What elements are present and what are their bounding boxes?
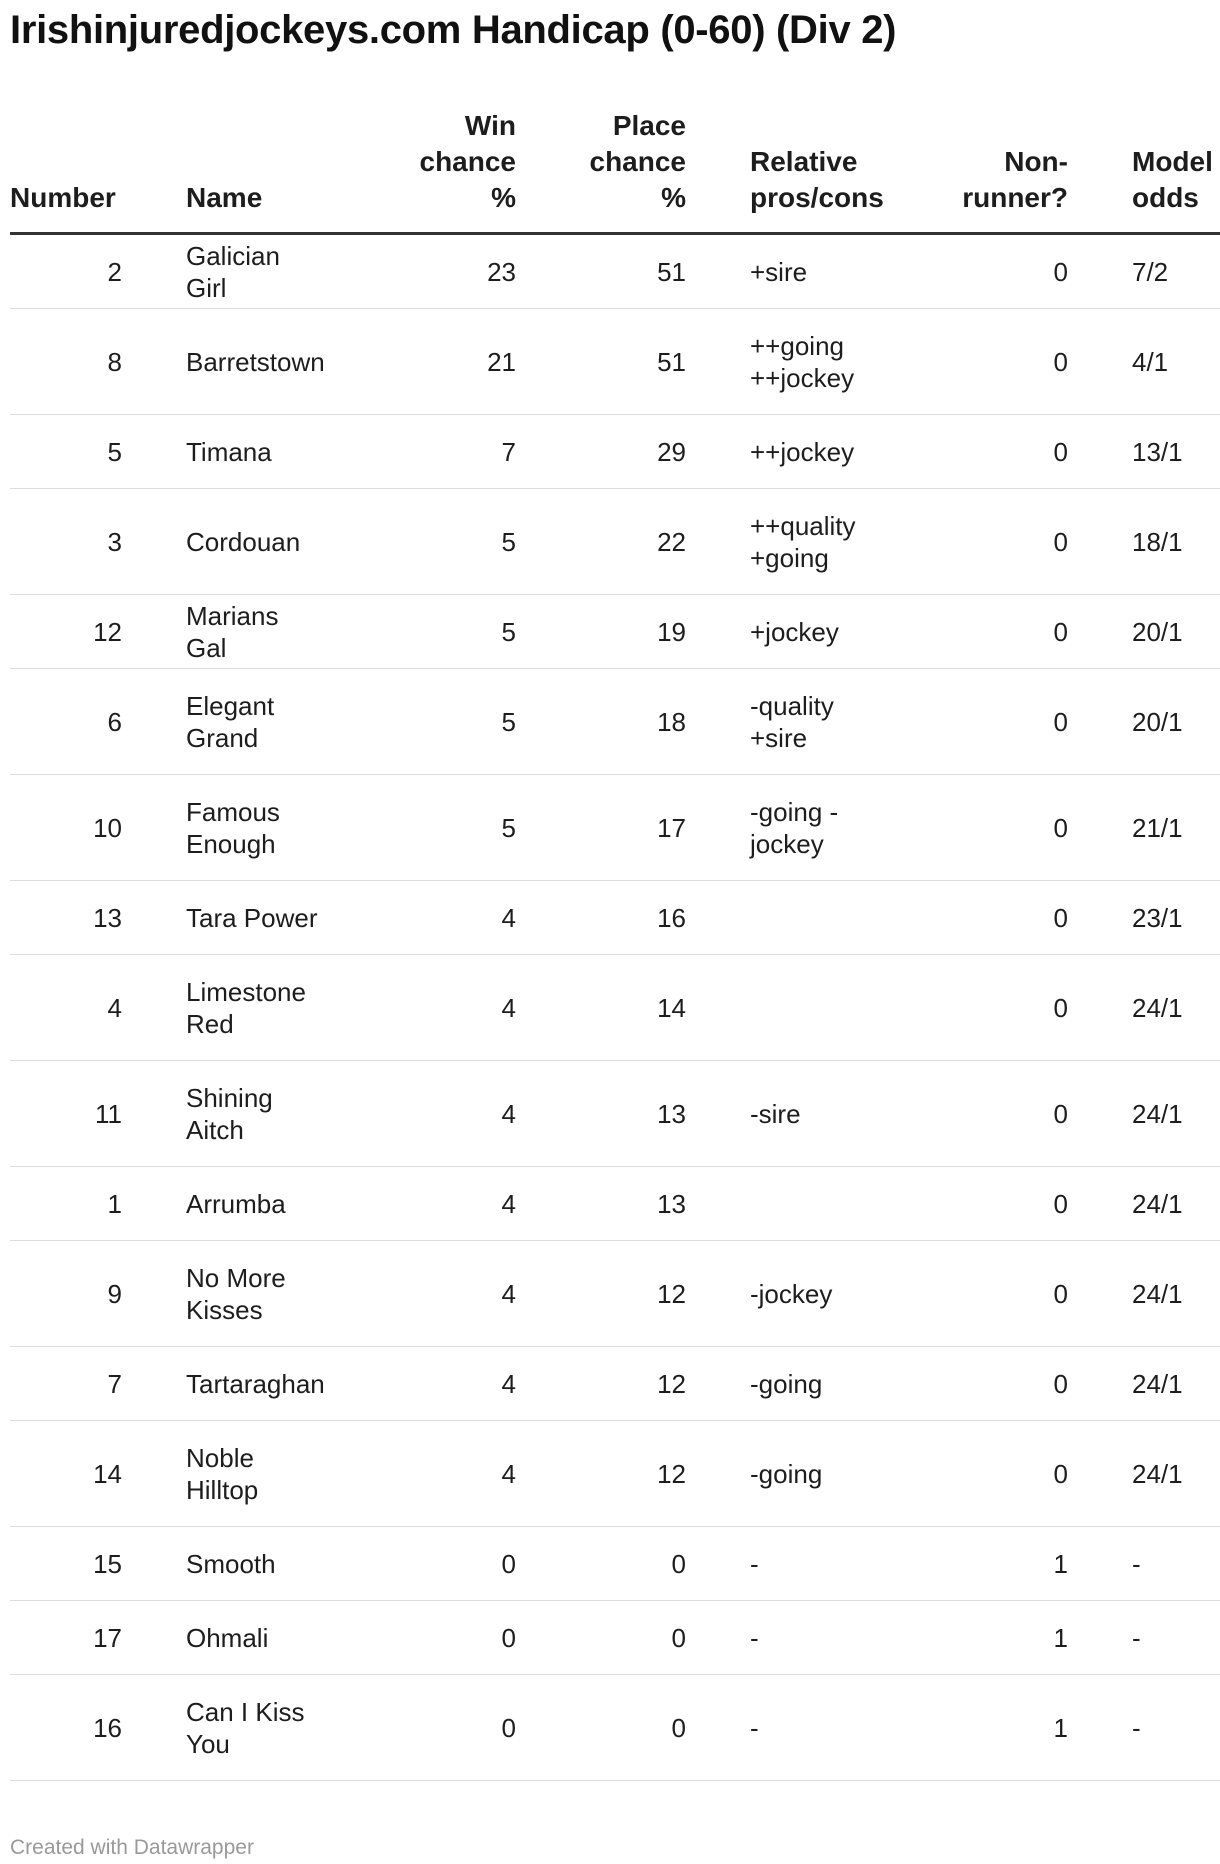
- cell-name-text: Ohmali: [186, 1622, 269, 1653]
- cell-spacer: [1068, 775, 1132, 881]
- cell-relative-text: -: [750, 1548, 759, 1579]
- cell-non-runner: 1: [940, 1527, 1068, 1601]
- cell-place-chance: 19: [516, 595, 686, 669]
- table-row: [10, 1527, 1220, 1601]
- header-number[interactable]: Number: [10, 108, 122, 234]
- cell-win-chance: 4: [346, 881, 516, 955]
- cell-win-chance: 0: [346, 1675, 516, 1781]
- cell-non-runner: 0: [940, 1167, 1068, 1241]
- cell-non-runner: 0: [940, 234, 1068, 309]
- cell-non-runner: 1: [940, 1601, 1068, 1675]
- table-row: [10, 1601, 1220, 1675]
- cell-number: 10: [10, 775, 122, 881]
- cell-place-chance: 12: [516, 1347, 686, 1421]
- cell-spacer: [686, 881, 750, 955]
- cell-model-odds: -: [1132, 1527, 1220, 1601]
- cell-model-odds: -: [1132, 1601, 1220, 1675]
- table-row: [10, 415, 1220, 489]
- cell-place-chance: 0: [516, 1675, 686, 1781]
- cell-spacer: [1068, 1241, 1132, 1347]
- cell-place-chance: 51: [516, 234, 686, 309]
- header-spacer: [1068, 108, 1132, 234]
- cell-name-text: Elegant Grand: [186, 690, 275, 753]
- cell-win-chance: 23: [346, 234, 516, 309]
- cell-name-text: Smooth: [186, 1548, 276, 1579]
- race-table: [10, 108, 1220, 1781]
- cell-model-odds: 13/1: [1132, 415, 1220, 489]
- cell-number: 5: [10, 415, 122, 489]
- cell-spacer: [1068, 669, 1132, 775]
- cell-non-runner: 0: [940, 595, 1068, 669]
- cell-spacer: [1068, 595, 1132, 669]
- cell-model-odds: 24/1: [1132, 1241, 1220, 1347]
- cell-place-chance: 0: [516, 1601, 686, 1675]
- cell-name-text: Timana: [186, 436, 272, 467]
- table-row: [10, 595, 1220, 669]
- cell-model-odds: 7/2: [1132, 234, 1220, 309]
- cell-win-chance: 4: [346, 1421, 516, 1527]
- table-row: [10, 489, 1220, 595]
- cell-name: [186, 1241, 346, 1347]
- cell-number: 3: [10, 489, 122, 595]
- cell-relative: [750, 1675, 940, 1781]
- cell-spacer: [1068, 1061, 1132, 1167]
- cell-win-chance: 4: [346, 1167, 516, 1241]
- cell-place-chance: 51: [516, 309, 686, 415]
- header-model-odds[interactable]: Model odds: [1132, 108, 1220, 234]
- cell-place-chance: 16: [516, 881, 686, 955]
- cell-spacer: [686, 1421, 750, 1527]
- cell-spacer: [1068, 309, 1132, 415]
- cell-non-runner: 0: [940, 881, 1068, 955]
- cell-spacer: [686, 489, 750, 595]
- cell-number: 13: [10, 881, 122, 955]
- cell-relative: [750, 309, 940, 415]
- cell-win-chance: 0: [346, 1601, 516, 1675]
- cell-relative-text: -quality +sire: [750, 690, 834, 753]
- cell-model-odds: 24/1: [1132, 1167, 1220, 1241]
- cell-win-chance: 4: [346, 1241, 516, 1347]
- cell-spacer: [122, 775, 186, 881]
- cell-spacer: [122, 595, 186, 669]
- cell-name: [186, 1061, 346, 1167]
- table-row: [10, 955, 1220, 1061]
- cell-name-text: Famous Enough: [186, 796, 280, 859]
- cell-place-chance: 13: [516, 1167, 686, 1241]
- cell-relative: [750, 669, 940, 775]
- cell-relative-text: ++quality +going: [750, 510, 856, 573]
- cell-relative-text: ++going ++jockey: [750, 330, 855, 393]
- header-spacer: [686, 108, 750, 234]
- cell-non-runner: 0: [940, 775, 1068, 881]
- cell-place-chance: 14: [516, 955, 686, 1061]
- cell-name-text: Tara Power: [186, 902, 318, 933]
- cell-spacer: [1068, 881, 1132, 955]
- cell-number: 8: [10, 309, 122, 415]
- table-row: [10, 309, 1220, 415]
- cell-name-text: Tartaraghan: [186, 1368, 325, 1399]
- cell-number: 6: [10, 669, 122, 775]
- cell-name: [186, 955, 346, 1061]
- cell-spacer: [122, 1061, 186, 1167]
- cell-name-text: Galician Girl: [186, 240, 280, 303]
- cell-model-odds: 20/1: [1132, 669, 1220, 775]
- cell-spacer: [686, 1241, 750, 1347]
- table-row: [10, 775, 1220, 881]
- cell-model-odds: 23/1: [1132, 881, 1220, 955]
- cell-spacer: [686, 669, 750, 775]
- table-row: [10, 1167, 1220, 1241]
- cell-number: 2: [10, 234, 122, 309]
- cell-relative-text: +sire: [750, 256, 808, 287]
- cell-spacer: [1068, 1601, 1132, 1675]
- table-header: [10, 108, 1220, 234]
- cell-relative: [750, 1241, 940, 1347]
- cell-win-chance: 5: [346, 489, 516, 595]
- cell-name: [186, 595, 346, 669]
- cell-win-chance: 4: [346, 955, 516, 1061]
- cell-name-text: Arrumba: [186, 1188, 286, 1219]
- cell-name: [186, 234, 346, 309]
- cell-name-text: Can I Kiss You: [186, 1696, 305, 1759]
- header-non-runner[interactable]: Non-runner?: [940, 108, 1068, 234]
- cell-spacer: [686, 309, 750, 415]
- cell-number: 7: [10, 1347, 122, 1421]
- cell-spacer: [686, 775, 750, 881]
- cell-spacer: [1068, 955, 1132, 1061]
- cell-win-chance: 5: [346, 595, 516, 669]
- cell-spacer: [122, 1241, 186, 1347]
- cell-number: 4: [10, 955, 122, 1061]
- cell-relative-text: -jockey: [750, 1278, 833, 1309]
- cell-relative: [750, 489, 940, 595]
- cell-name: [186, 1421, 346, 1527]
- cell-number: 14: [10, 1421, 122, 1527]
- cell-non-runner: 0: [940, 489, 1068, 595]
- cell-win-chance: 21: [346, 309, 516, 415]
- cell-win-chance: 5: [346, 669, 516, 775]
- cell-number: 12: [10, 595, 122, 669]
- cell-win-chance: 0: [346, 1527, 516, 1601]
- cell-name-text: Limestone Red: [186, 976, 306, 1039]
- header-relative[interactable]: Relative pros/cons: [750, 108, 940, 234]
- cell-relative: [750, 595, 940, 669]
- cell-model-odds: 18/1: [1132, 489, 1220, 595]
- cell-spacer: [686, 1167, 750, 1241]
- cell-place-chance: 22: [516, 489, 686, 595]
- cell-place-chance: 13: [516, 1061, 686, 1167]
- header-win-chance[interactable]: Win chance %: [346, 108, 516, 234]
- cell-relative-text: -going -jockey: [750, 796, 839, 859]
- cell-relative: [750, 955, 940, 1061]
- header-name[interactable]: Name: [186, 108, 346, 234]
- cell-win-chance: 4: [346, 1347, 516, 1421]
- cell-non-runner: 0: [940, 669, 1068, 775]
- cell-spacer: [122, 1421, 186, 1527]
- cell-relative: [750, 1527, 940, 1601]
- cell-relative-text: -sire: [750, 1098, 801, 1129]
- cell-name: [186, 489, 346, 595]
- cell-name-text: Marians Gal: [186, 600, 279, 663]
- cell-relative: [750, 1601, 940, 1675]
- cell-place-chance: 29: [516, 415, 686, 489]
- table-body: [10, 234, 1220, 1781]
- cell-name-text: Noble Hilltop: [186, 1442, 259, 1505]
- table-row: [10, 1241, 1220, 1347]
- table-row: [10, 234, 1220, 309]
- cell-spacer: [686, 1347, 750, 1421]
- cell-spacer: [686, 234, 750, 309]
- cell-non-runner: 0: [940, 1241, 1068, 1347]
- table-row: [10, 1675, 1220, 1781]
- cell-spacer: [686, 1675, 750, 1781]
- cell-number: 15: [10, 1527, 122, 1601]
- cell-place-chance: 17: [516, 775, 686, 881]
- cell-spacer: [122, 669, 186, 775]
- cell-spacer: [1068, 1421, 1132, 1527]
- cell-spacer: [1068, 1675, 1132, 1781]
- cell-name: [186, 309, 346, 415]
- cell-non-runner: 1: [940, 1675, 1068, 1781]
- cell-spacer: [122, 415, 186, 489]
- cell-spacer: [1068, 489, 1132, 595]
- cell-spacer: [122, 1601, 186, 1675]
- cell-spacer: [122, 1347, 186, 1421]
- cell-place-chance: 18: [516, 669, 686, 775]
- cell-number: 9: [10, 1241, 122, 1347]
- cell-win-chance: 7: [346, 415, 516, 489]
- cell-relative-text: -going: [750, 1458, 823, 1489]
- table-row: [10, 1061, 1220, 1167]
- cell-non-runner: 0: [940, 1347, 1068, 1421]
- cell-spacer: [122, 955, 186, 1061]
- cell-win-chance: 4: [346, 1061, 516, 1167]
- cell-spacer: [122, 881, 186, 955]
- cell-name-text: Cordouan: [186, 526, 301, 557]
- cell-spacer: [686, 955, 750, 1061]
- cell-name: [186, 415, 346, 489]
- cell-non-runner: 0: [940, 1421, 1068, 1527]
- cell-relative: [750, 234, 940, 309]
- cell-relative-text: -: [750, 1712, 759, 1743]
- cell-relative-text: -: [750, 1622, 759, 1653]
- cell-number: 17: [10, 1601, 122, 1675]
- cell-spacer: [1068, 1347, 1132, 1421]
- cell-spacer: [686, 1061, 750, 1167]
- cell-model-odds: 24/1: [1132, 955, 1220, 1061]
- cell-name-text: Shining Aitch: [186, 1082, 273, 1145]
- cell-model-odds: -: [1132, 1675, 1220, 1781]
- cell-relative: [750, 1347, 940, 1421]
- cell-non-runner: 0: [940, 309, 1068, 415]
- cell-model-odds: 24/1: [1132, 1061, 1220, 1167]
- cell-model-odds: 20/1: [1132, 595, 1220, 669]
- cell-relative: [750, 415, 940, 489]
- cell-relative-text: -going: [750, 1368, 823, 1399]
- cell-name-text: No More Kisses: [186, 1262, 286, 1325]
- cell-model-odds: 21/1: [1132, 775, 1220, 881]
- cell-model-odds: 24/1: [1132, 1421, 1220, 1527]
- cell-spacer: [1068, 1527, 1132, 1601]
- cell-spacer: [686, 415, 750, 489]
- cell-spacer: [1068, 415, 1132, 489]
- cell-spacer: [122, 489, 186, 595]
- cell-relative: [750, 1421, 940, 1527]
- cell-non-runner: 0: [940, 955, 1068, 1061]
- cell-relative-text: ++jockey: [750, 436, 855, 467]
- cell-spacer: [1068, 234, 1132, 309]
- cell-name: [186, 1347, 346, 1421]
- cell-model-odds: 24/1: [1132, 1347, 1220, 1421]
- cell-number: 1: [10, 1167, 122, 1241]
- cell-relative: [750, 775, 940, 881]
- cell-relative: [750, 1061, 940, 1167]
- cell-spacer: [122, 309, 186, 415]
- cell-name: [186, 1527, 346, 1601]
- cell-name: [186, 1675, 346, 1781]
- cell-name: [186, 1167, 346, 1241]
- cell-relative-text: +jockey: [750, 616, 839, 647]
- cell-name: [186, 775, 346, 881]
- cell-spacer: [686, 595, 750, 669]
- cell-place-chance: 12: [516, 1241, 686, 1347]
- table-row: [10, 1347, 1220, 1421]
- header-place-chance[interactable]: Place chance %: [516, 108, 686, 234]
- footer-credit[interactable]: Created with Datawrapper: [10, 1836, 254, 1859]
- cell-non-runner: 0: [940, 1061, 1068, 1167]
- cell-spacer: [122, 234, 186, 309]
- cell-win-chance: 5: [346, 775, 516, 881]
- cell-number: 16: [10, 1675, 122, 1781]
- table-row: [10, 669, 1220, 775]
- table-row: [10, 1421, 1220, 1527]
- cell-name: [186, 1601, 346, 1675]
- cell-model-odds: 4/1: [1132, 309, 1220, 415]
- cell-number: 11: [10, 1061, 122, 1167]
- header-spacer: [122, 108, 186, 234]
- cell-place-chance: 12: [516, 1421, 686, 1527]
- cell-name-text: Barretstown: [186, 346, 325, 377]
- cell-spacer: [122, 1675, 186, 1781]
- cell-non-runner: 0: [940, 415, 1068, 489]
- page-title: Irishinjuredjockeys.com Handicap (0-60) (Div 2): [10, 8, 897, 52]
- cell-name: [186, 669, 346, 775]
- cell-spacer: [122, 1527, 186, 1601]
- cell-spacer: [686, 1527, 750, 1601]
- cell-relative: [750, 1167, 940, 1241]
- cell-spacer: [1068, 1167, 1132, 1241]
- cell-place-chance: 0: [516, 1527, 686, 1601]
- cell-name: [186, 881, 346, 955]
- cell-spacer: [122, 1167, 186, 1241]
- cell-relative: [750, 881, 940, 955]
- cell-spacer: [686, 1601, 750, 1675]
- table-row: [10, 881, 1220, 955]
